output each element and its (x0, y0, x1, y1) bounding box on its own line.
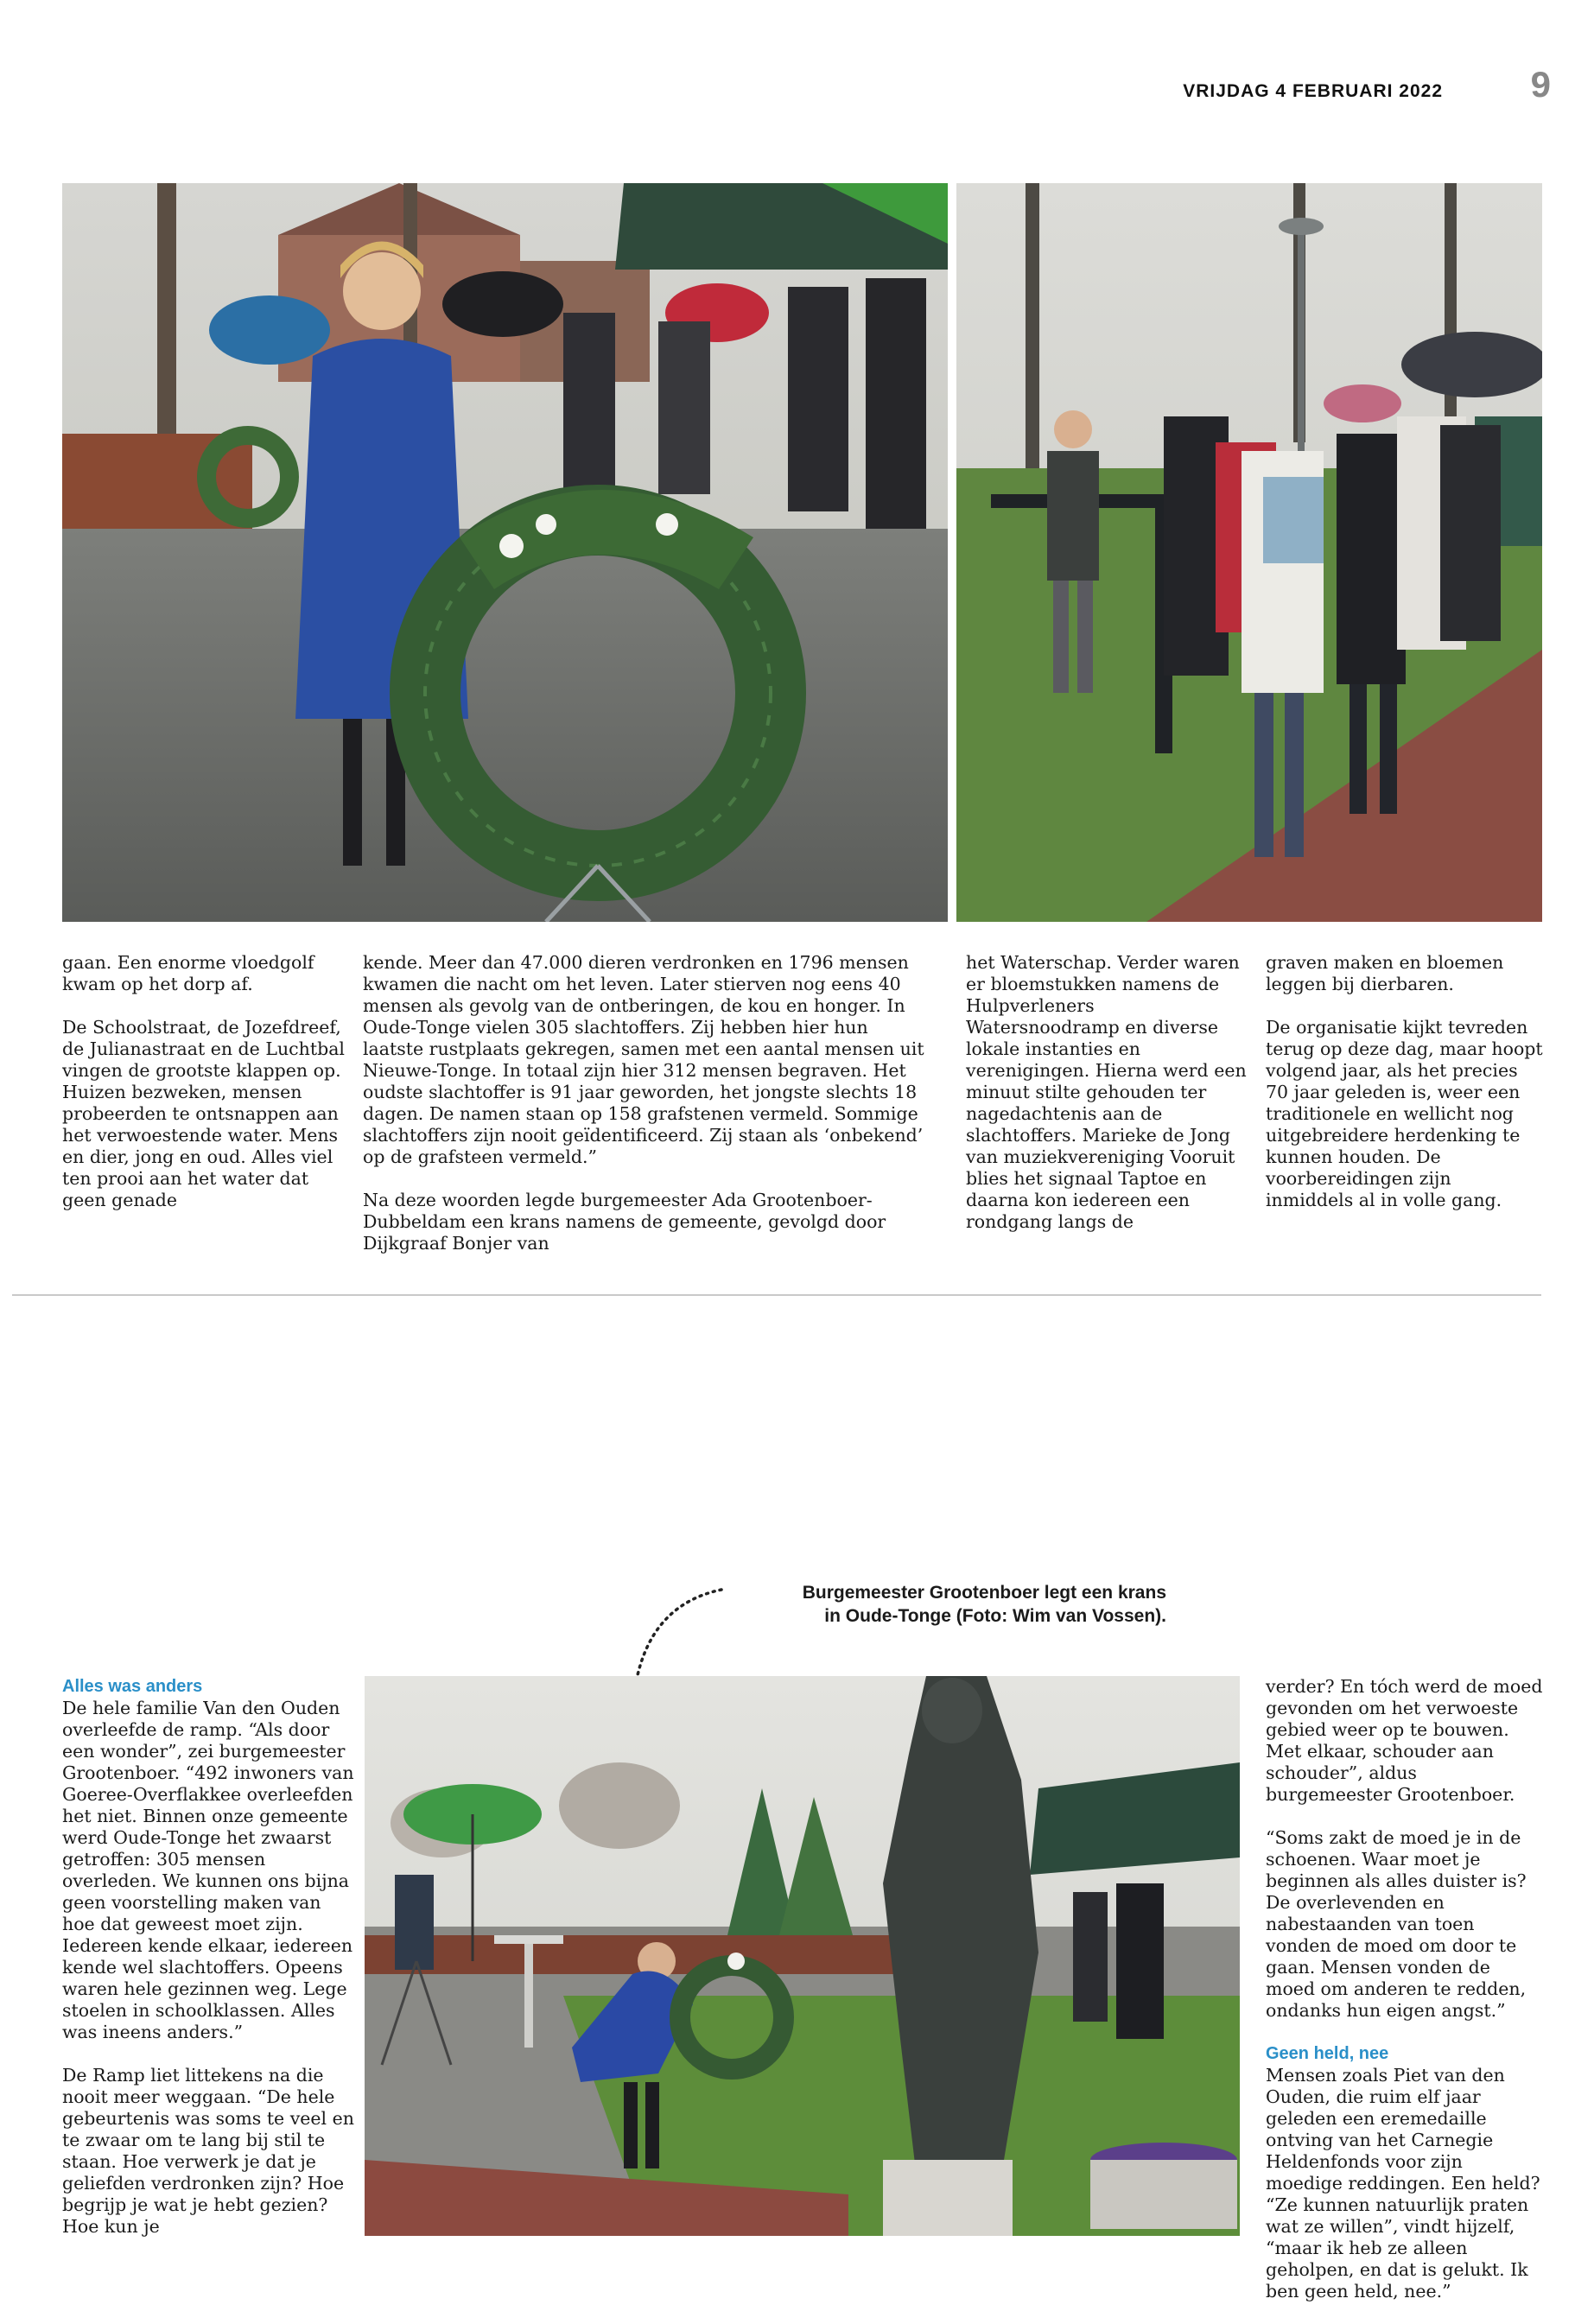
article-column-3 (966, 952, 1251, 1254)
article-column-bottom-left (62, 1676, 356, 2259)
photo-mayor-wreath (62, 183, 948, 922)
photo-mayor-laying-wreath (365, 1676, 1240, 2236)
article-column-2 (363, 952, 933, 1276)
section-divider (12, 1294, 1541, 1296)
paragraph: Na deze woorden legde burgemeester Ada Grootenboer-Dubbeldam een krans namens de gemeente, gevolgd door Dijkgraaf Bonjer van (363, 1190, 886, 1254)
photo-youth-at-monument (956, 183, 1542, 922)
paragraph: kende. Meer dan 47.000 dieren verdronken en 1796 mensen kwamen die nacht om het leven. Later stierven nog eens 40 mensen als gevolg van de ontberingen, de kou en honger. In Oude-Tonge vielen 305 slachtoffers. Zij hebben hier hun laatste rustplaats gekregen, samen met een aantal mensen uit Nieuwe-Tonge. In totaal zijn hier 312 mensen begraven. Het oudste slachtoffer is 91 jaar geworden, het jongste slechts 18 dagen. De namen staan op 158 grafstenen vermeld. Sommige slachtoffers zijn nooit geïdentificeerd. Zij staan als ‘onbekend’ op de grafsteen vermeld.” (363, 952, 924, 1167)
article-column-1 (62, 952, 347, 1233)
paragraph: De organisatie kijkt tevreden terug op deze dag, maar hoopt volgend jaar, als het precies 70 jaar geleden is, weer een traditionele en wellicht nog uitgebreidere herdenking te kunnen houden. De voorbereidingen zijn inmiddels al in volle gang. (1266, 1017, 1543, 1210)
subheading-alles-was-anders: Alles was anders (62, 1677, 203, 1696)
article-column-4 (1266, 952, 1544, 1233)
photo-youth-at-monument-image (956, 183, 1542, 922)
paragraph: Mensen zoals Piet van den Ouden, die ruim elf jaar geleden een eremedaille ontving van het Carnegie Heldenfonds voor zijn moedige reddingen. Een held? “Ze kunnen natuurlijk praten wat ze willen”, vindt hijzelf, “maar ik heb ze alleen geholpen, en dat is gelukt. Ik ben geen held, nee.” (1266, 2065, 1540, 2302)
photo-mayor-wreath-image (62, 183, 948, 922)
page-number: 9 (1530, 64, 1551, 105)
paragraph: graven maken en bloemen leggen bij dierbaren. (1266, 952, 1504, 994)
caption-line-2: in Oude-Tonge (Foto: Wim van Vossen). (824, 1606, 1166, 1626)
paragraph: het Waterschap. Verder waren er bloemstukken namens de Hulpverleners Watersnoodramp en diverse lokale instanties en verenigingen. Hierna werd een minuut stilte gehouden ter nagedachtenis aan de slachtoffers. Marieke de Jong van muziekvereniging Vooruit blies het signaal Taptoe en daarna kon iedereen een rondgang langs de (966, 952, 1247, 1232)
subheading-geen-held-nee: Geen held, nee (1266, 2044, 1389, 2063)
article-column-bottom-right (1266, 1676, 1544, 2324)
paragraph: De Schoolstraat, de Jozefdreef, de Julianastraat en de Luchtbal vingen de grootste klappen op. Huizen bezweken, mensen probeerden te ontsnappen aan het verwoestende water. Mens en dier, jong en oud. Alles viel ten prooi aan het water dat geen genade (62, 1017, 345, 1210)
paragraph: De Ramp liet littekens na die nooit meer weggaan. “De hele gebeurtenis was soms te veel en te zwaar om te lang bij stil te staan. Hoe verwerk je dat je geliefden verdronken zijn? Hoe begrijp je wat je hebt gezien? Hoe kun je (62, 2065, 354, 2237)
page-date: VRIJDAG 4 FEBRUARI 2022 (1183, 81, 1443, 101)
paragraph: “Soms zakt de moed je in de schoenen. Waar moet je beginnen als alles duister is? De overlevenden en nabestaanden van toen vonden de moed om door te gaan. Mensen vonden de moed om anderen te redden, ondanks hun eigen angst.” (1266, 1827, 1527, 2021)
photo-mayor-laying-wreath-image (365, 1676, 1240, 2236)
paragraph: gaan. Een enorme vloedgolf kwam op het dorp af. (62, 952, 314, 994)
paragraph: verder? En tóch werd de moed gevonden om het verwoeste gebied weer op te bouwen. Met elkaar, schouder aan schouder”, aldus burgemeester Grootenboer. (1266, 1676, 1543, 1805)
caption-line-1: Burgemeester Grootenboer legt een krans (802, 1583, 1166, 1603)
paragraph: De hele familie Van den Ouden overleefde de ramp. “Als door een wonder”, zei burgemeester Grootenboer. “492 inwoners van Goeree-Overflakkee overleefden het niet. Binnen onze gemeente werd Oude-Tonge het zwaarst getroffen: 305 mensen overleden. We kunnen ons bijna geen voorstelling maken van hoe dat geweest moet zijn. Iedereen kende elkaar, iedereen kende wel slachtoffers. Opeens waren hele gezinnen weg. Lege stoelen in schoolklassen. Alles was ineens anders.” (62, 1698, 354, 2042)
